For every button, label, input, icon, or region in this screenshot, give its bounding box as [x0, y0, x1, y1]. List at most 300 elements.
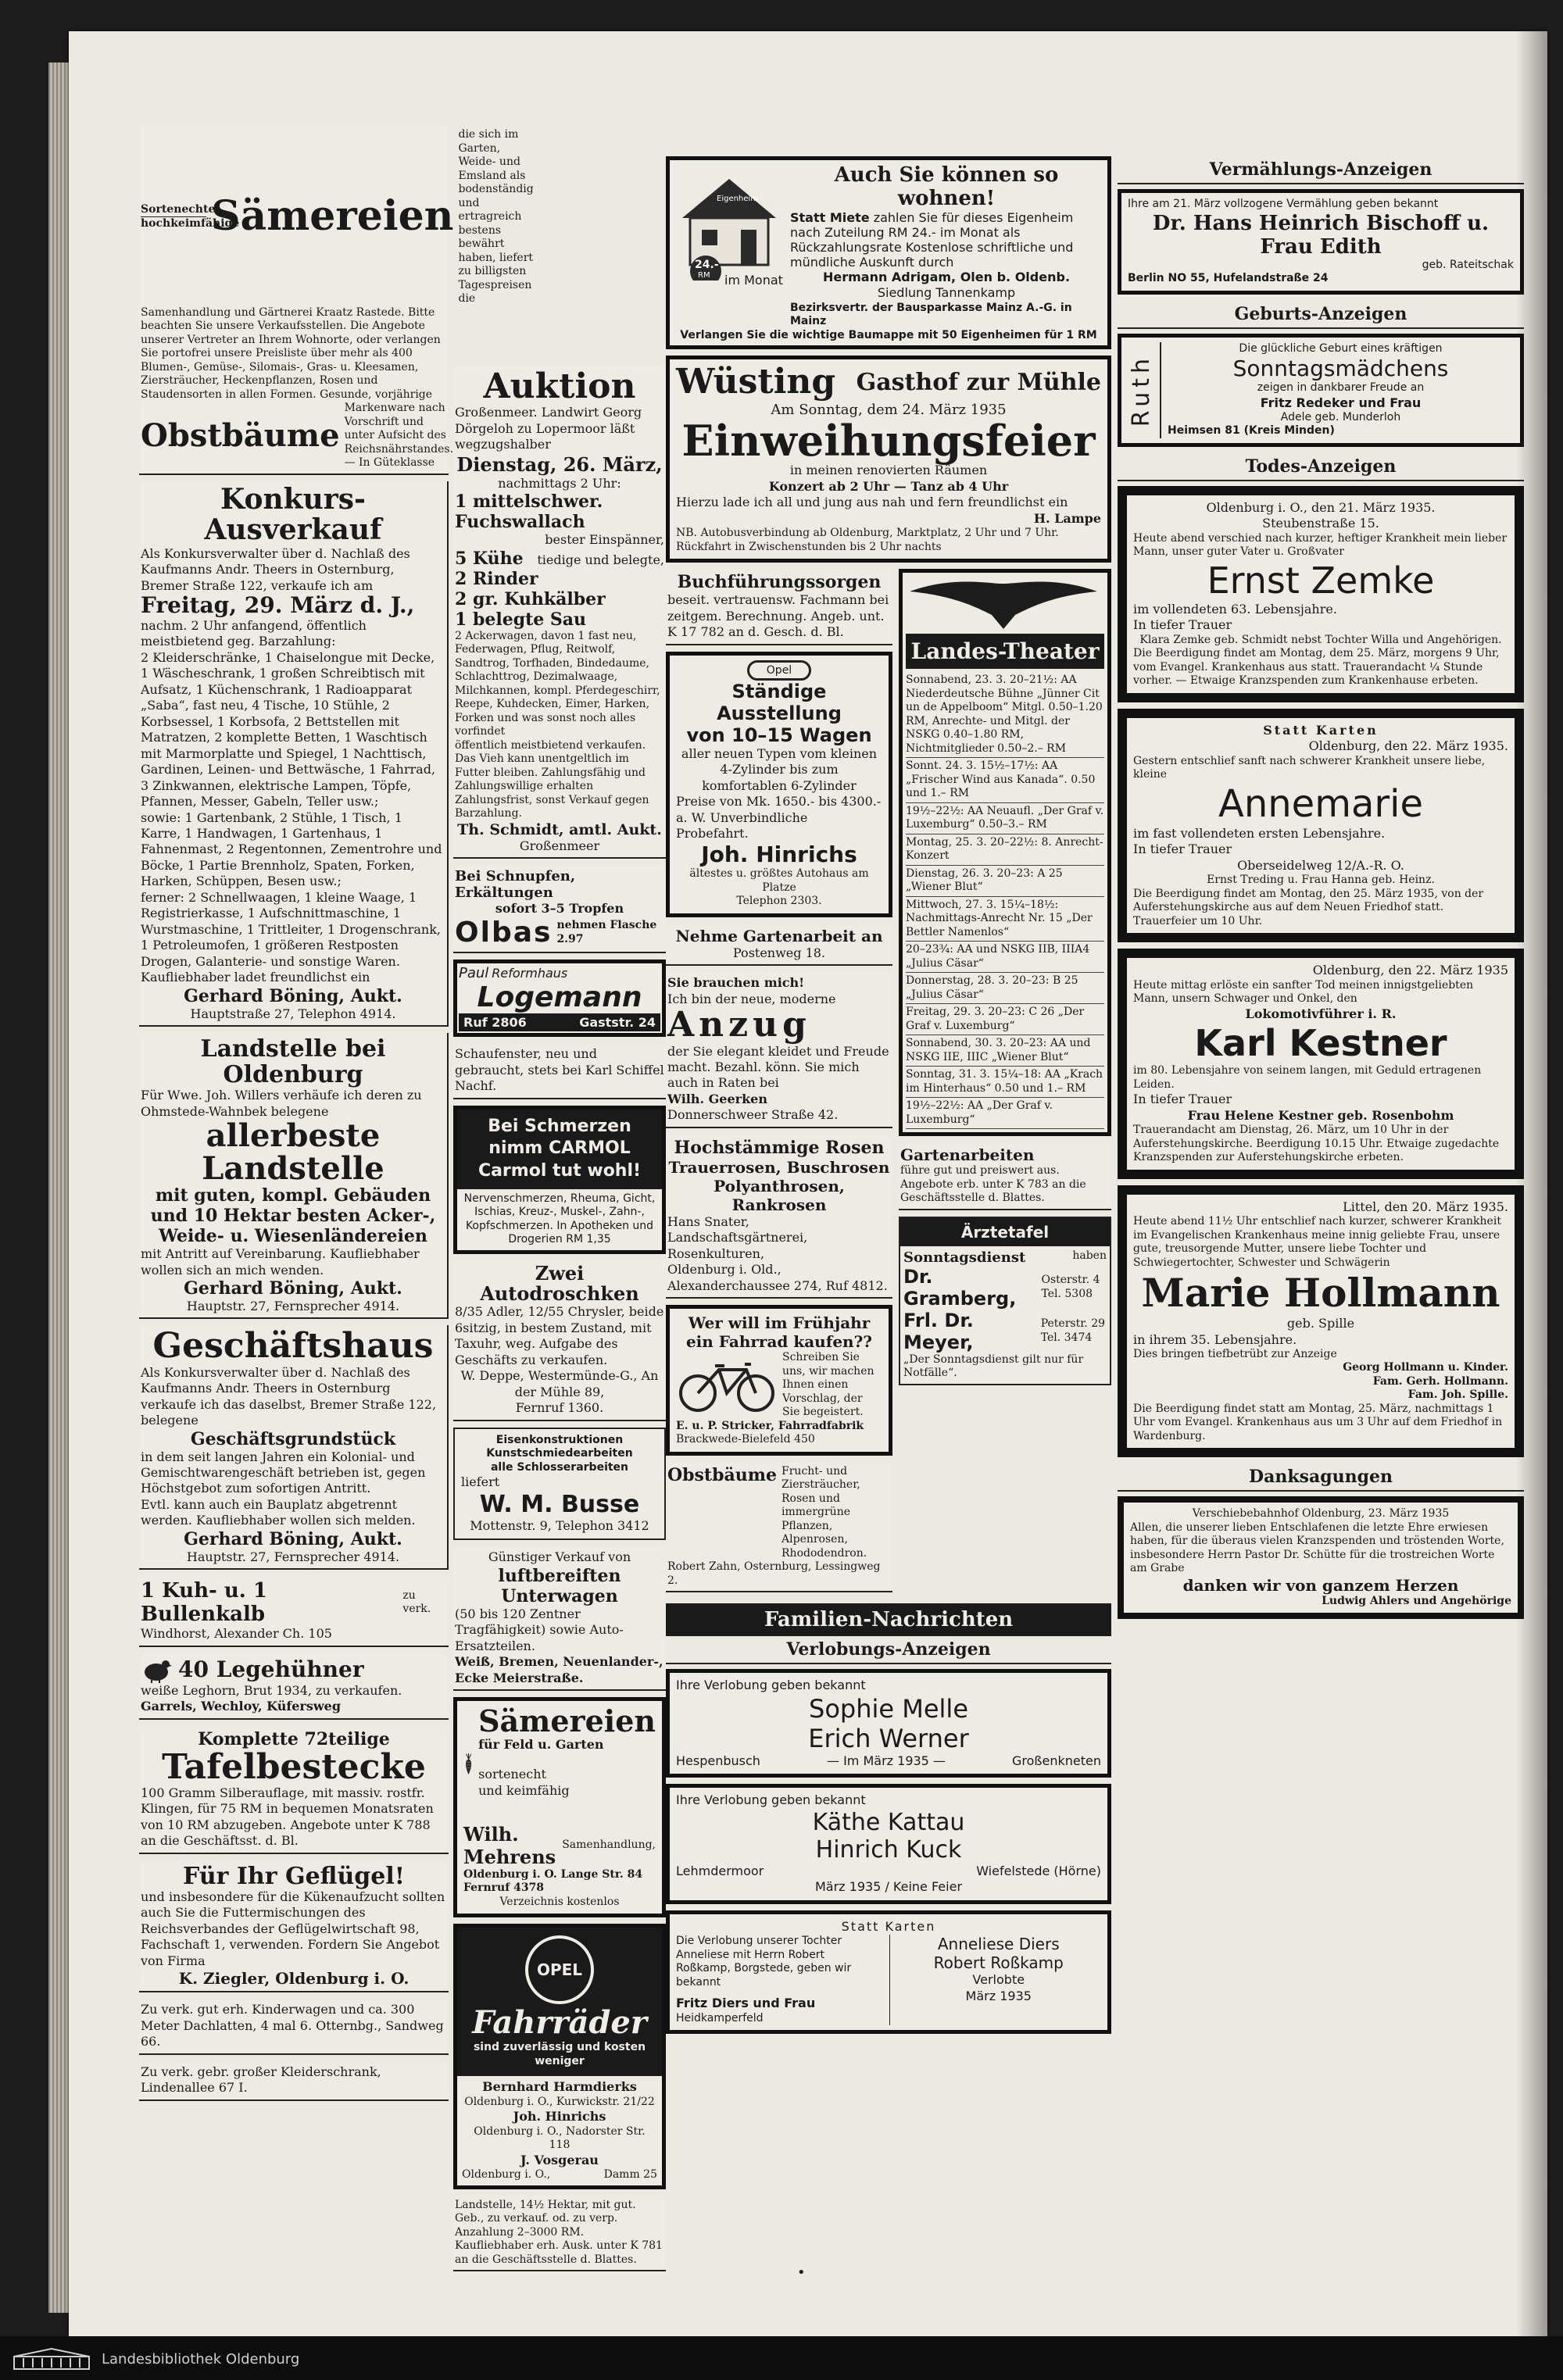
unterwagen-title: luftbereiften Unterwagen	[498, 1565, 621, 1606]
library-building-icon	[13, 2347, 91, 2371]
busse-name: W. M. Busse	[479, 1490, 640, 1518]
auktion-item4: 2 gr. Kuhkälber	[455, 588, 606, 609]
v1-a: Sophie Melle	[809, 1693, 968, 1724]
aerzte-d2a: Peterstr. 29 Tel. 3474	[1040, 1317, 1106, 1344]
obst-body: Frucht- und Ziersträucher, Rosen und immergrüne Pflanzen, Alpenrosen, Rhododendron.	[782, 1464, 867, 1560]
wuesting-foot: NB. Autobusverbindung ab Oldenburg, Marktplatz, 2 Uhr und 7 Uhr. Rückfahrt in Zwischenstunden bis 2 Uhr nachts	[676, 527, 1059, 553]
busse-l3: alle Schlosserarbeiten	[490, 1460, 629, 1474]
ad-busse	[453, 1428, 666, 1540]
konkurs-items2: sowie: 1 Gartenbank, 2 Stühle, 1 Tisch, 1 Karre, 1 Handwagen, 1 Gartenhaus, 1 Fahnenmast, 2 Regentonnen, Zementrohre und Böcke, 1 Partie Brennholz, Spaten, Forken, Harken, Schüppen, Besen usw.;	[141, 809, 442, 889]
ad-verlobung-diers	[666, 1910, 1111, 2034]
geschaeft-name: Gerhard Böning, Aukt.	[184, 1528, 402, 1549]
gefluegel-body: und insbesondere für die Kükenaufzucht sollten auch Sie die Futtermischungen des Reichsverbandes der Geflügelwirtschaft 98, Fachschaft 1, verwenden. Fordern Sie Angebot von Firma	[141, 1889, 445, 1968]
v3-c: Verlobte	[972, 1972, 1025, 1988]
besteck-big: Tafelbestecke	[162, 1746, 426, 1787]
carmol-l2: nimm CARMOL	[488, 1138, 631, 1159]
v3-head: Statt Karten	[841, 1918, 936, 1934]
ad-opel-ausstellung	[666, 652, 892, 917]
kestner-name: Karl Kestner	[1194, 1022, 1447, 1065]
saat-title: Sämereien	[211, 192, 454, 241]
kinderwagen-text: Zu verk. gut erh. Kinderwagen und ca. 300 Meter Dachlatten, 4 mal 6. Otternbg., Sandweg 66.	[141, 2002, 444, 2049]
kestner-title: Lokomotivführer i. R.	[1245, 1006, 1397, 1021]
dank-body: Allen, die unserer lieben Entschlafenen die letzte Ehre erwiesen haben, für die überaus vielen Kranzspenden und tröstenden Worte, insbesondere Herrn Pastor Dr. Schütte für die trostreichen Worte am Grabe	[1130, 1521, 1504, 1575]
v2-p1: Lehmdermoor	[676, 1863, 764, 1878]
wohnen-addr: Siedlung Tannenkamp	[877, 285, 1016, 301]
hollmann-s2: Fam. Gerh. Hollmann.	[1372, 1374, 1508, 1388]
house-illustration	[674, 163, 784, 329]
v1-p2: — Im März 1935 —	[826, 1753, 946, 1768]
mehrens-side: Samenhandlung,	[562, 1839, 656, 1852]
ad-anzug	[666, 972, 892, 1127]
busse-l2: Kunstschmiedearbeiten	[486, 1447, 633, 1460]
mehrens-l2: und keimfähig	[478, 1782, 570, 1798]
wuesting-l3: Hierzu lade ich all und jung aus nah und fern freundlichst ein	[676, 495, 1068, 510]
ad-gartenarbeit	[666, 924, 892, 966]
theater-program-item: Dienstag, 26. 3. 20–23: A 25 „Wiener Blut“	[906, 866, 1104, 897]
opel-logo-icon	[525, 1935, 594, 2004]
landstelle-mid: mit guten, kompl. Gebäuden und 10 Hektar besten Acker-, Weide- u. Wiesenländereien	[150, 1185, 436, 1247]
obst-name: Robert Zahn, Osternburg, Lessingweg 2.	[667, 1560, 881, 1587]
anzug-pre: Sie brauchen mich!	[667, 975, 805, 991]
hollmann-pre: Dies bringen tiefbetrübt zur Anzeige	[1133, 1347, 1337, 1360]
auktion-body3: öffentlich meistbietend verkaufen. Das Vieh kann unentgeltlich im Futter bleiben. Zahlungsfähig und Zahlungswillige erhalten Zahlungsfrist, sonst Verkauf gegen Barzahlung.	[455, 738, 649, 820]
v3-b: Robert Roßkamp	[933, 1953, 1064, 1973]
unterwagen-name: Weiß, Bremen, Neuenlander-, Ecke Meierstraße.	[455, 1654, 663, 1685]
dank-sign: Ludwig Ahlers und Angehörige	[1322, 1594, 1511, 1607]
konkurs-time: nachm. 2 Uhr anfangend, öffentlich meistbietend geg. Barzahlung:	[141, 617, 367, 649]
obst-title: Obstbäume	[667, 1464, 778, 1485]
opelausst-price: Preise von Mk. 1650.- bis 4300.- a. W. Unverbindliche Probefahrt.	[676, 794, 882, 841]
unterwagen-l1: Günstiger Verkauf von	[488, 1549, 631, 1565]
auktion-item2b: tiedige und belegte,	[537, 552, 664, 567]
house-icon	[674, 163, 784, 281]
wuesting-sign: H. Lampe	[1033, 510, 1101, 526]
opelausst-brand: Opel	[747, 660, 811, 681]
annemarie-body: Gestern entschlief sanft nach schwerer Krankheit unsere liebe, kleine	[1133, 754, 1486, 781]
wohnen-title: Auch Sie können so wohnen!	[834, 163, 1059, 210]
gartenarb-body: führe gut und preiswert aus. Angebote erb. unter K 783 an die Geschäftsstelle d. Blattes.	[900, 1164, 1086, 1205]
verm-geb: geb. Rateitschak	[1422, 258, 1514, 271]
opelausst-phone: Telephon 2303.	[736, 895, 822, 908]
verm-head: Vermählungs-Anzeigen	[1118, 156, 1524, 184]
saat-left-a: Sortenechte	[141, 203, 206, 218]
geb-pre: Die glückliche Geburt eines kräftigen	[1239, 341, 1443, 355]
aerzte-foot: „Der Sonntagsdienst gilt nur für Notfälle“.	[903, 1353, 1084, 1380]
busse-addr: Mottenstr. 9, Telephon 3412	[470, 1517, 649, 1533]
annemarie-foot: Die Beerdigung findet am Montag, den 25. März 1935, von der Auferstehungskirche aus auf dem Neuen Friedhof statt. Trauerfeier um 10 Uhr.	[1133, 887, 1484, 927]
gartenarb-title: Gartenarbeiten	[900, 1145, 1035, 1165]
opel-d1: Bernhard Harmdierks	[482, 2079, 637, 2095]
ad-legehuehner	[139, 1653, 449, 1720]
landstelle-big: allerbeste Landstelle	[202, 1117, 384, 1188]
column-2	[453, 366, 666, 2278]
aerzte-d2: Frl. Dr. Meyer,	[903, 1309, 974, 1353]
verlobung-head: Verlobungs-Anzeigen	[666, 1636, 1111, 1664]
ad-gasthof-muehle	[666, 356, 1111, 563]
geschaeft-title: Geschäftshaus	[152, 1326, 434, 1367]
ad-landes-theater	[899, 569, 1111, 1136]
konkurs-addr: Hauptstraße 27, Telephon 4914.	[190, 1006, 396, 1021]
hollmann-foot: Die Beerdigung findet statt am Montag, 25. März, nachmittags 1 Uhr vom Evangel. Krankenhaus aus um 3 Uhr auf dem Friedhof in Wardenburg.	[1133, 1402, 1503, 1442]
verm-addr: Berlin NO 55, Hufelandstraße 24	[1128, 272, 1329, 284]
kestner-age: im 80. Lebensjahre von seinem langen, mit Geduld ertragenen Leiden.	[1133, 1064, 1482, 1091]
fahrrad-addr: Brackwede-Bielefeld 450	[676, 1433, 815, 1446]
annemarie-age: im fast vollendeten ersten Lebensjahre.	[1133, 825, 1386, 841]
geschaeft-mid: Geschäftsgrundstück	[190, 1428, 396, 1449]
buch-title: Buchführungssorgen	[677, 572, 882, 593]
opel-d3a: Oldenburg i. O.,	[462, 2168, 551, 2182]
saat-right2: Markenware nach Vorschrift und unter Aufsicht des Reichsnährstandes. — In Güteklasse	[344, 402, 454, 469]
buch-body: beseit. vertrauensw. Fachmann bei zeitgem. Berechnung. Angeb. unt. K 17 782 an d. Gesch. d. Bl.	[667, 592, 889, 640]
ad-schaufenster	[453, 1043, 666, 1099]
ad-vermaehlung-bischoff	[1118, 189, 1524, 295]
theater-program-item: Sonnabend, 30. 3. 20–23: AA und NSKG IIE, IIIC „Wiener Blut“	[906, 1035, 1104, 1067]
ad-autodroschken	[453, 1260, 666, 1421]
v3-body: Die Verlobung unserer Tochter Anneliese mit Herrn Robert Roßkamp, Borgstede, geben wir bekannt	[676, 1935, 852, 1989]
hens-title: 40 Legehühner	[178, 1656, 364, 1683]
verm-pre: Ihre am 21. März vollzogene Vermählung geben bekannt	[1128, 198, 1439, 210]
house-month: im Monat	[724, 273, 783, 288]
opel-brand: OPEL	[536, 1960, 583, 1980]
auktion-item5: 1 belegte Sau	[455, 609, 587, 630]
wuesting-big: Einweihungsfeier	[681, 415, 1096, 466]
ad-verlobung-kattau	[666, 1784, 1111, 1903]
ad-kleiderschrank	[139, 2061, 449, 2101]
mehrens-name: Wilh. Mehrens	[463, 1822, 556, 1868]
ad-auktion	[453, 366, 666, 859]
v3-place: Heidkamperfeld	[676, 2011, 764, 2024]
auktion-item1: 1 mittelschwer. Fuchswallach	[455, 491, 603, 533]
fahrrad-name: E. u. P. Stricker, Fahrradfabrik	[676, 1419, 864, 1432]
logemann-brand: Logemann	[477, 981, 642, 1014]
olbas-brand: Olbas	[455, 917, 553, 949]
ad-konkurs-ausverkauf	[139, 481, 449, 1027]
landstelle2-text: Landstelle, 14½ Hektar, mit gut. Geb., zu verkauf. od. zu verp. Anzahlung 2–3000 RM. Kaufliebhaber erh. Ausk. unter K 781 an die Geschäftsstelle d. Blattes.	[455, 2198, 663, 2266]
hollmann-body: Heute abend 11½ Uhr entschlief nach kurzer, schwerer Krankheit im Evangelischen Krankenhaus meine innig geliebte Frau, unsere gute, treusorgende Mutter, unsere liebe Tochter und Schwiegertochter, Schwester und Schwägerin	[1133, 1215, 1501, 1269]
mehrens-sub: für Feld u. Garten	[478, 1736, 604, 1752]
ad-opel-fahrraeder	[453, 1924, 666, 2189]
ad-carmol	[453, 1106, 666, 1254]
ad-buchfuehrung	[666, 569, 892, 645]
ad-obstbaeume	[666, 1462, 892, 1593]
geschaeft-addr: Hauptstr. 27, Fernsprecher 4914.	[186, 1549, 400, 1564]
ad-gefluegel	[139, 1860, 449, 1992]
landstelle-body2: mit Antritt auf Vereinbarung. Kaufliebhaber wollen sich an mich wenden.	[141, 1246, 420, 1278]
wuesting-place: Wüsting	[676, 362, 836, 402]
eagle-icon	[906, 576, 1101, 631]
anzug-name: Wilh. Geerken	[667, 1091, 767, 1106]
saat-obstbaeume: Obstbäume	[141, 416, 340, 454]
ad-bausparkasse	[666, 156, 1111, 349]
theater-program-item: Sonnabend, 23. 3. 20–21½: AA Niederdeutsche Bühne „Jünner Cit un de Appelboom“ Mitgl. 0.50–1.20 RM, Anrechte- und Mitgl. der NSKG 0.40–1.80 RM, Nichtmitglieder 0.50–2.– RM	[906, 672, 1104, 758]
saat-left-b: hochkeimfähige	[141, 217, 240, 230]
gefluegel-title: Für Ihr Geflügel!	[183, 1862, 405, 1890]
logemann-street: Gaststr. 24	[579, 1015, 656, 1031]
mehrens-foot: Verzeichnis kostenlos	[499, 1895, 620, 1908]
theater-program-item: Sonnt. 24. 3. 15½–17½: AA „Frischer Wind aus Kanada“. 0.50 und 1.– RM	[906, 758, 1104, 803]
anzug-addr: Donnerschweer Straße 42.	[667, 1107, 839, 1123]
page-marker: •	[797, 2264, 806, 2281]
v3-a: Anneliese Diers	[937, 1935, 1060, 1954]
ad-reformhaus-logemann	[453, 960, 666, 1037]
hen-icon	[141, 1656, 172, 1683]
auktion-place: Großenmeer	[519, 838, 600, 853]
house-badge-sub: RM	[698, 271, 710, 280]
v2-p3: März 1935 / Keine Feier	[814, 1879, 963, 1895]
auktion-title: Auktion	[483, 366, 636, 406]
auktion-name: Th. Schmidt, amtl. Aukt.	[457, 820, 662, 838]
mehrens-l1: sortenecht	[478, 1767, 546, 1782]
kestner-place: Oldenburg, den 22. März 1935	[1312, 963, 1508, 978]
logemann-pre: Paul	[459, 965, 489, 982]
theater-program-item: Mittwoch, 27. 3. 15¼–18½: Nachmittags-Anrecht Nr. 15 „Der Bettler Namenlos“	[906, 897, 1104, 942]
ad-gartenarbeiten	[899, 1142, 1111, 1210]
konkurs-date: Freitag, 29. März d. J.,	[141, 592, 415, 619]
house-badge: 24.-	[695, 259, 719, 271]
radish-icon	[463, 1706, 474, 1823]
v3-sign: Fritz Diers und Frau	[676, 1996, 816, 2011]
aerzte-banner: Ärztetafel	[900, 1218, 1110, 1246]
geschaeft-body3: Evtl. kann auch ein Bauplatz abgetrennt werden. Kaufliebhaber wollen sich melden.	[141, 1496, 416, 1528]
zemke-foot: Die Beerdigung findet am Montag, dem 25. März, morgens 9 Uhr, vom Evangel. Krankenhaus aus statt. Trauerandacht ¼ Stunde vorher. — Etwaige Kranzspenden zum Krankenhause erbeten.	[1133, 647, 1500, 688]
v2-pre: Ihre Verlobung geben bekannt	[676, 1792, 866, 1808]
v2-b: Hinrich Kuck	[815, 1835, 962, 1864]
ad-tod-hollmann	[1118, 1185, 1524, 1458]
besteck-body: 100 Gramm Silberauflage, mit massiv. rostfr. Klingen, für 75 RM in bequemen Monatsraten von 10 RM abzugeben. Angebote unter K 788 an die Geschäftsst. d. Bl.	[141, 1785, 434, 1849]
auktion-date: Dienstag, 26. März,	[456, 452, 663, 476]
carmol-l3: Carmol tut wohl!	[477, 1161, 642, 1181]
theater-program-item: Freitag, 29. 3. 20–23: C 26 „Der Graf v. Luxemburg“	[906, 1004, 1104, 1035]
v2-a: Käthe Kattau	[812, 1808, 965, 1836]
v2-p2: Wiefelstede (Hörne)	[976, 1863, 1101, 1878]
kestner-foot: Trauerandacht am Dienstag, 26. März, um 10 Uhr in der Auferstehungskirche. Beerdigung 10.15 Uhr. Etwaige zugedachte Kranzspenden zur Auferstehungskirche erbeten.	[1133, 1124, 1500, 1164]
landstelle-addr: Hauptstr. 27, Fernsprecher 4914.	[186, 1299, 400, 1314]
familien-banner: Familien-Nachrichten	[666, 1603, 1111, 1636]
kuh-addr: Windhorst, Alexander Ch. 105	[141, 1626, 332, 1642]
wohnen-foot: Verlangen Sie die wichtige Baumappe mit 50 Eigenheimen für 1 RM	[680, 328, 1097, 341]
ad-tafelbestecke	[139, 1726, 449, 1854]
aerzte-d1: Dr. Gramberg,	[903, 1265, 1017, 1310]
ad-danksagung-ahlers	[1118, 1496, 1524, 1619]
tod-head: Todes-Anzeigen	[1118, 453, 1524, 481]
konkurs-name: Gerhard Böning, Aukt.	[184, 985, 402, 1006]
konkurs-close: Kaufliebhaber ladet freundlichst ein	[141, 970, 370, 985]
column-3	[666, 156, 1111, 2040]
theater-program-item: 19½–22½: AA „Der Graf v. Luxemburg“	[906, 1098, 1104, 1129]
verm-name: Dr. Hans Heinrich Bischoff u. Frau Edith	[1152, 211, 1490, 259]
library-footer-bar	[0, 2336, 1563, 2380]
ad-tod-annemarie	[1118, 709, 1524, 942]
ad-tod-kestner	[1118, 949, 1524, 1178]
kuh-side: zu verk.	[402, 1588, 431, 1616]
geb-addr: Heimsen 81 (Kreis Minden)	[1168, 424, 1335, 438]
besteck-title: Komplette 72teilige	[198, 1728, 390, 1749]
rosen-title: Hochstämmige Rosen	[674, 1137, 885, 1158]
garten-title: Nehme Gartenarbeit an	[675, 926, 883, 945]
wuesting-name: Gasthof zur Mühle	[856, 369, 1101, 397]
opel-title: Fahrräder	[472, 2004, 647, 2042]
ad-olbas	[453, 865, 666, 953]
annemarie-addr: Oberseidelweg 12/A.-R. O.	[1237, 857, 1404, 873]
wohnen-name: Hermann Adrigam, Olen b. Oldenb.	[822, 270, 1071, 284]
schrank-text: Zu verk. gebr. großer Kleiderschrank, Lindenallee 67 I.	[141, 2064, 381, 2096]
opelausst-body: aller neuen Typen vom kleinen 4-Zylinder bis zum komfortablen 6-Zylinder	[681, 745, 878, 793]
busse-pre: liefert	[461, 1474, 500, 1490]
wohnen-body: zahlen Sie für dieses Eigenheim nach Zuteilung RM 24.- im Monat als Rückzahlungsrate Kostenlose schriftliche und mündliche Auskunft durch	[790, 210, 1074, 270]
ad-fahrrad-stricker	[666, 1305, 892, 1456]
konkurs-items3: ferner: 2 Schnellwaagen, 1 kleine Waage, 1 Registrierkasse, 1 Aufschnittmaschine, 1 Wurstmaschine, 1 Trittleiter, 1 Drogenschrank, 1 Petroleumofen, 1 größeren Restposten Drogen, Galanterie- und sonstige Waren.	[141, 889, 442, 969]
anzug-body: der Sie elegant kleidet und Freude macht. Bezahl. könn. Sie mich auch in Raten bei	[667, 1043, 889, 1091]
geb-par: Fritz Redeker und Frau	[1260, 395, 1422, 410]
annemarie-grief: In tiefer Trauer	[1133, 842, 1232, 857]
gefluegel-name: K. Ziegler, Oldenburg i. O.	[178, 1969, 410, 1989]
busse-l1: Eisenkonstruktionen	[495, 1433, 624, 1446]
geschaeft-body2: in dem seit langen Jahren ein Kolonial- und Gemischtwarengeschäft betrieben ist, gegen Höchstgebot zum sofortigen Antritt.	[141, 1449, 426, 1496]
opel-d3: J. Vosgerau	[520, 2152, 599, 2167]
ad-geschaeftshaus	[139, 1325, 449, 1570]
ad-landstelle	[139, 1033, 449, 1319]
wuesting-l2: Konzert ab 2 Uhr — Tanz ab 4 Uhr	[768, 478, 1009, 494]
geb-sub: zeigen in dankbarer Freude an	[1257, 381, 1425, 394]
olbas-side: nehmen Flasche 2.97	[556, 919, 657, 945]
opelausst-sub: von 10–15 Wagen	[686, 724, 872, 746]
theater-program-item: Sonntag, 31. 3. 15¼–18: AA „Krach im Hinterhaus“ 0.50 und 1.– RM	[906, 1067, 1104, 1098]
autos-title: Zwei Autodroschken	[480, 1261, 639, 1306]
theater-title: Landes-Theater	[906, 634, 1104, 669]
carmol-foot: Nervenschmerzen, Rheuma, Gicht, Ischias, Kreuz-, Muskel-, Zahn-, Kopfschmerzen. In Apotheken und Drogerien RM 1,35	[463, 1192, 656, 1246]
opel-d1a: Oldenburg i. O., Kurwickstr. 21/22	[464, 2095, 655, 2108]
kestner-body: Heute mittag erlöste ein sanfter Tod meinen innigstgeliebten Mann, unsern Schwager und Onkel, den	[1133, 978, 1474, 1006]
ad-unterwagen	[453, 1546, 666, 1691]
hollmann-s3: Fam. Joh. Spille.	[1407, 1388, 1508, 1402]
konkurs-items: 2 Kleiderschränke, 1 Chaiselongue mit Decke, 1 Wäscheschrank, 1 großen Schreibtisch mit Aufsatz, 1 Küchenschrank, 1 Radioapparat „Saba“, fast neu, 4 Tische, 10 Stühle, 2 Korbsessel, 1 Korbsofa, 2 Bettstellen mit Matratzen, 2 komplette Betten, 1 Waschtisch mit Marmorplatte und Spiegel, 1 Nachttisch, Gardinen, Leinen- und Bettwäsche, 1 Fahrrad, 3 Zinkwannen, elektrische Lampen, Töpfe, Pfannen, Messer, Gabeln, Teller usw.;	[141, 649, 436, 809]
zemke-body: Heute abend verschied nach kurzer, heftiger Krankheit mein lieber Mann, unser guter Vater u. Großvater	[1133, 531, 1508, 559]
dank-head: Danksagungen	[1118, 1463, 1524, 1492]
v3-d: März 1935	[965, 1988, 1032, 2003]
geburt-head: Geburts-Anzeigen	[1118, 301, 1524, 329]
unterwagen-body: (50 bis 120 Zentner Tragfähigkeit) sowie Auto-Ersatzteilen.	[455, 1606, 624, 1653]
konkurs-title: Konkurs-Ausverkauf	[204, 482, 382, 547]
opelausst-title: Ständige Ausstellung	[717, 680, 842, 724]
wohnen-sub: Statt Miete	[790, 210, 870, 225]
annemarie-place: Oldenburg, den 22. März 1935.	[1308, 738, 1508, 754]
auktion-body: Großenmeer. Landwirt Georg Dörgeloh zu Lopermoor läßt wegzugshalber	[455, 405, 642, 452]
wuesting-l1: in meinen renovierten Räumen	[789, 463, 988, 478]
kestner-sign: Frau Helene Kestner geb. Rosenbohm	[1187, 1107, 1454, 1123]
annemarie-name: Annemarie	[1218, 781, 1423, 826]
hollmann-geb: geb. Spille	[1286, 1316, 1355, 1331]
theater-program-item: Donnerstag, 28. 3. 20–23: B 25 „Julius Cäsar“	[906, 973, 1104, 1004]
library-name: Landesbibliothek Oldenburg	[102, 2351, 300, 2367]
landstelle-title: Landstelle bei Oldenburg	[200, 1035, 386, 1089]
v1-b: Erich Werner	[808, 1723, 969, 1753]
opelausst-body2: ältestes u. größtes Autohaus am Platze	[689, 867, 869, 894]
fahrrad-title: Wer will im Frühjahr ein Fahrrad kaufen??	[685, 1313, 873, 1352]
zemke-age: im vollendeten 63. Lebensjahre.	[1133, 601, 1337, 616]
carmol-l1: Bei Schmerzen	[488, 1116, 631, 1136]
opel-d3b: Damm 25	[603, 2168, 657, 2182]
ad-rosen	[666, 1135, 892, 1299]
theater-program-item: 20–23¾: AA und NSKG IIB, IIIA4 „Julius Cäsar“	[906, 942, 1104, 973]
zemke-sign: Klara Zemke geb. Schmidt nebst Tochter Willa und Angehörigen.	[1139, 633, 1502, 646]
hens-body: weiße Leghorn, Brut 1934, zu verkaufen.	[141, 1682, 402, 1698]
opel-sub: sind zuverlässig und kosten weniger	[473, 2041, 646, 2067]
hollmann-age: in ihrem 35. Lebensjahre.	[1133, 1331, 1297, 1347]
dank-big: danken wir von ganzem Herzen	[1182, 1575, 1459, 1595]
ad-mehrens-saemereien	[453, 1697, 666, 1918]
kuh-title: 1 Kuh- u. 1 Bullenkalb	[141, 1579, 267, 1627]
zemke-street: Steubenstraße 15.	[1262, 516, 1379, 531]
ad-kalb	[139, 1576, 449, 1646]
anzug-title: Anzug	[667, 1005, 811, 1045]
annemarie-head: Statt Karten	[1263, 722, 1379, 738]
anzug-pre2: Ich bin der neue, moderne	[667, 991, 836, 1006]
auktion-item2: 5 Kühe	[455, 548, 524, 569]
annemarie-sign: Ernst Treding u. Frau Hanna geb. Heinz.	[1207, 874, 1435, 887]
v1-p3: Großenkneten	[1012, 1753, 1101, 1768]
hens-addr: Garrels, Wechloy, Küfersweg	[141, 1699, 341, 1714]
olbas-time: sofort 3–5 Tropfen	[495, 901, 624, 916]
aerzte-d1a: Osterstr. 4 Tel. 5308	[1041, 1274, 1100, 1300]
autos-phone: Fernruf 1360.	[515, 1400, 604, 1416]
olbas-title: Bei Schnupfen, Erkältungen	[455, 868, 576, 901]
kestner-grief: In tiefer Trauer	[1133, 1092, 1232, 1107]
hollmann-place: Littel, den 20. März 1935.	[1343, 1199, 1508, 1214]
wohnen-vertr: Bezirksvertr. der Bausparkasse Mainz A.-G. in Mainz	[790, 301, 1072, 328]
rosen-l2: Polyanthrosen, Rankrosen	[714, 1176, 845, 1214]
hollmann-s1: Georg Hollmann u. Kinder.	[1343, 1361, 1508, 1374]
landstelle-body: Für Wwe. Joh. Willers verhäufe ich deren zu Ohmstede-Wahnbek belegene	[141, 1088, 422, 1119]
geb-vert: Ruth	[1128, 353, 1155, 427]
dank-place: Verschiebebahnhof Oldenburg, 23. März 1935	[1192, 1507, 1450, 1521]
aerzte-side: haben	[1072, 1249, 1107, 1262]
ad-landstelle-2	[453, 2196, 666, 2272]
theater-program-item: Montag, 25. 3. 20–22½: 8. Anrecht-Konzert	[906, 834, 1104, 866]
opel-d2a: Oldenburg i. O., Nadorster Str. 118	[474, 2124, 646, 2152]
auktion-item1b: bester Einspänner,	[545, 532, 664, 548]
house-label: Eigenheim	[717, 195, 758, 203]
logemann-sub: Reformhaus	[492, 966, 568, 981]
konkurs-body: Als Konkursverwalter über d. Nachlaß des Kaufmanns Andr. Theers in Osternburg, Bremer Straße 122, verkaufe ich am	[141, 545, 410, 593]
ad-kinderwagen	[139, 1999, 449, 2054]
rosen-addr: Oldenburg i. Old., Alexanderchaussee 274, Ruf 4812.	[667, 1262, 888, 1293]
ad-aerztetafel	[899, 1217, 1111, 1385]
garten-addr: Postenweg 18.	[732, 945, 826, 960]
geschaeft-body: Als Konkursverwalter über d. Nachlaß des Kaufmanns Andr. Theers in Osternburg verkaufe ich das daselbst, Bremer Straße 122, belegene	[141, 1364, 437, 1428]
geb-name: Sonntagsmädchens	[1232, 356, 1449, 381]
ad-tod-zemke	[1118, 486, 1524, 702]
zemke-grief: In tiefer Trauer	[1133, 617, 1232, 633]
logemann-phone: Ruf 2806	[463, 1015, 527, 1031]
column-4	[1118, 156, 1524, 1625]
landstelle-name: Gerhard Böning, Aukt.	[184, 1278, 402, 1299]
bicycle-icon	[676, 1358, 778, 1413]
autos-body: 8/35 Adler, 12/55 Chrysler, beide 6sitzig, in bestem Zustand, mit Taxuhr, weg. Aufgabe des Geschäfts zu verkaufen.	[455, 1304, 664, 1367]
opel-d2: Joh. Hinrichs	[513, 2109, 606, 2124]
v1-pre: Ihre Verlobung geben bekannt	[676, 1678, 866, 1693]
theater-program	[906, 672, 1104, 1129]
schiffel-text: Schaufenster, neu und gebraucht, stets bei Karl Schiffel Nachf.	[455, 1046, 664, 1094]
mehrens-addr: Oldenburg i. O. Lange Str. 84 Fernruf 4378	[463, 1867, 643, 1895]
mehrens-title: Sämereien	[478, 1703, 656, 1739]
opelausst-name: Joh. Hinrichs	[701, 842, 857, 868]
ad-verlobung-melle	[666, 1669, 1111, 1778]
ad-saemereien-kraatz	[139, 125, 534, 475]
hollmann-name: Marie Hollmann	[1141, 1270, 1500, 1317]
autos-name: W. Deppe, Westermünde-G., An der Mühle 89,	[460, 1368, 659, 1399]
rosen-name: Hans Snater, Landschaftsgärtnerei, Rosenkulturen,	[667, 1213, 808, 1261]
geb-par2: Adele geb. Munderloh	[1280, 410, 1401, 423]
